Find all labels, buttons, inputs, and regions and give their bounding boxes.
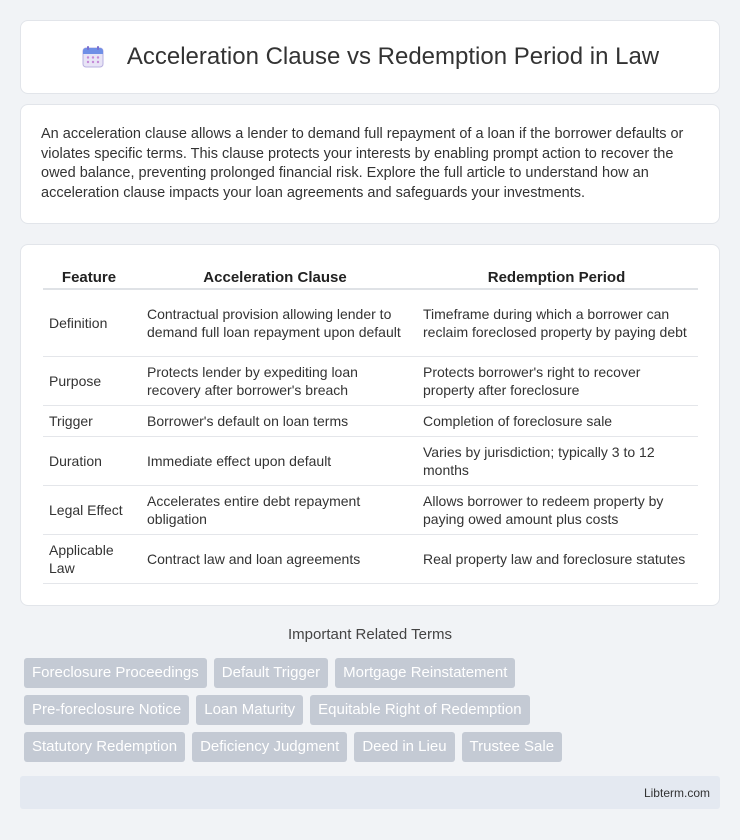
title-card [20,20,720,94]
row-redemption-value: Allows borrower to redeem property by paying owed amount plus costs [415,486,698,535]
footer-site-link[interactable]: Libterm.com [643,785,710,800]
table-row [43,406,698,437]
footer [20,776,720,809]
row-acceleration-value: Contract law and loan agreements [135,535,415,584]
related-terms-list [24,658,624,762]
related-term-tag[interactable]: Equitable Right of Redemption [310,695,529,725]
related-term-tag[interactable]: Loan Maturity [196,695,303,725]
row-feature: Trigger [43,406,135,437]
related-terms-heading: Important Related Terms [288,626,452,643]
row-redemption-value: Real property law and foreclosure statutes [415,535,698,584]
related-term-tag[interactable]: Mortgage Reinstatement [335,658,515,688]
calendar-icon [81,45,105,69]
comparison-table [43,265,698,584]
row-acceleration-value: Protects lender by expediting loan recovery after borrower's breach [135,357,415,406]
header-redemption-period: Redemption Period [415,265,698,290]
comparison-card [20,244,720,606]
row-redemption-value: Timeframe during which a borrower can reclaim foreclosed property by paying debt [415,290,698,357]
related-term-tag[interactable]: Pre-foreclosure Notice [24,695,189,725]
table-row [43,535,698,584]
table-row [43,486,698,535]
row-feature: Legal Effect [43,486,135,535]
row-acceleration-value: Contractual provision allowing lender to demand full loan repayment upon default [135,290,415,357]
related-term-tag[interactable]: Deficiency Judgment [192,732,347,762]
row-acceleration-value: Immediate effect upon default [135,437,415,486]
row-acceleration-value: Borrower's default on loan terms [135,406,415,437]
row-redemption-value: Protects borrower's right to recover property after foreclosure [415,357,698,406]
intro-card [20,104,720,224]
header-acceleration-clause: Acceleration Clause [135,265,415,290]
table-header-row [43,265,698,290]
related-term-tag[interactable]: Default Trigger [214,658,328,688]
table-row [43,290,698,357]
related-term-tag[interactable]: Deed in Lieu [354,732,454,762]
related-term-tag[interactable]: Trustee Sale [462,732,563,762]
row-feature: Duration [43,437,135,486]
table-row [43,357,698,406]
row-redemption-value: Varies by jurisdiction; typically 3 to 12 months [415,437,698,486]
row-feature: Purpose [43,357,135,406]
row-acceleration-value: Accelerates entire debt repayment obligation [135,486,415,535]
row-feature: Applicable Law [43,535,135,584]
related-term-tag[interactable]: Foreclosure Proceedings [24,658,207,688]
table-row [43,437,698,486]
page-title: Acceleration Clause vs Redemption Period in Law [126,43,660,70]
header-feature: Feature [43,265,135,290]
row-redemption-value: Completion of foreclosure sale [415,406,698,437]
related-term-tag[interactable]: Statutory Redemption [24,732,185,762]
intro-paragraph: An acceleration clause allows a lender to demand full repayment of a loan if the borrower defaults or violates specific terms. This clause protects your interests by enabling prompt action to recover the owed balance, preventing prolonged financial risk. Explore the full article to understand how an acceleration clause impacts your loan agreements and safeguards your investments. [41,126,684,201]
row-feature: Definition [43,290,135,357]
